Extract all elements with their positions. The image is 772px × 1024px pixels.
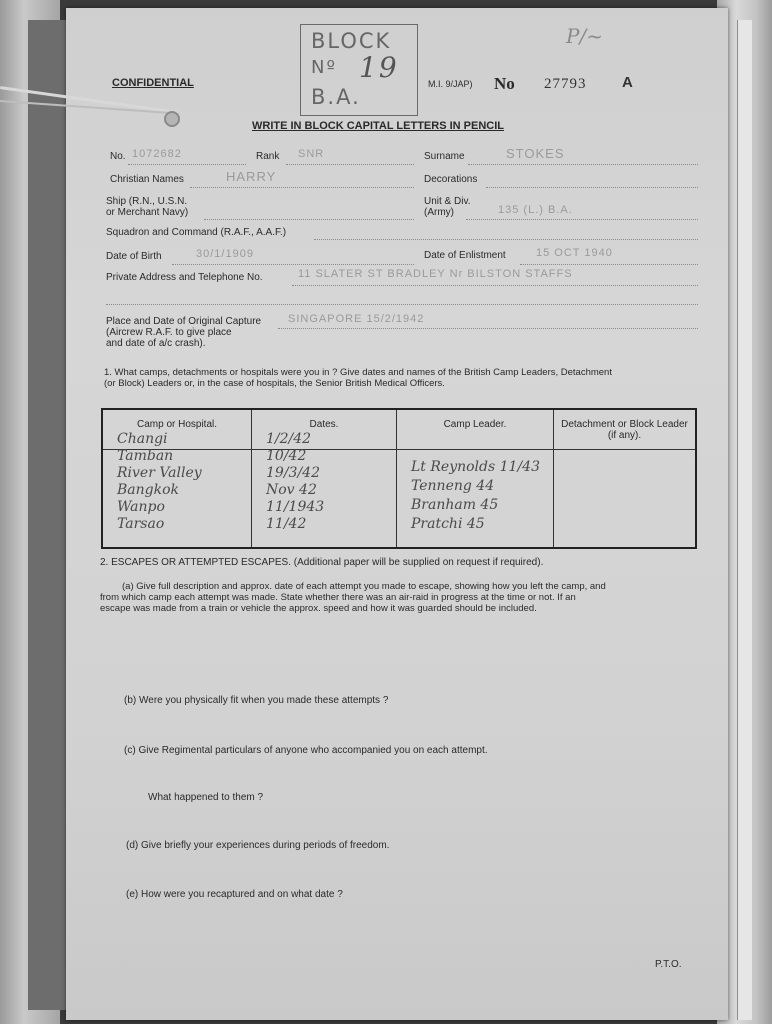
form-reference: M.I. 9/JAP) [428, 79, 473, 89]
no-label: No. [110, 151, 126, 162]
unit-label-2: (Army) [424, 207, 454, 218]
number-label: No [494, 74, 515, 93]
address-value: 11 SLATER ST BRADLEY Nr BILSTON STAFFS [298, 268, 573, 280]
capture-label-2: (Aircrew R.A.F. to give place [106, 327, 232, 338]
unit-value: 135 (L.) B.A. [498, 204, 573, 216]
form-number: 27793 [544, 76, 587, 92]
question-d: (d) Give briefly your experiences during periods of freedom. [126, 840, 390, 851]
camps-table [101, 408, 697, 549]
date-entry: 1/2/42 [266, 431, 312, 447]
rank-label: Rank [256, 151, 280, 162]
camp-entry: Tarsao [117, 516, 165, 532]
enlistment-value: 15 OCT 1940 [536, 247, 613, 259]
col-dates: Dates. [252, 409, 397, 450]
question-c-followup: What happened to them ? [148, 792, 264, 803]
detachment-cell [554, 450, 697, 549]
leader-entry: Pratchi 45 [411, 516, 485, 532]
stamp-no: Nº [311, 57, 337, 78]
date-entry: 10/42 [266, 448, 307, 464]
question-e: (e) How were you recaptured and on what date ? [126, 889, 343, 900]
date-entry: 11/42 [266, 516, 307, 532]
section1-text-2: (or Block) Leaders or, in the case of hospitals, the Senior British Medical Officers. [104, 378, 445, 389]
date-entry: Nov 42 [266, 482, 317, 498]
stamp-block: BLOCK [311, 29, 392, 53]
ship-label: Ship (R.N., U.S.N. [106, 196, 188, 207]
capture-label-3: and date of a/c crash). [106, 338, 206, 349]
col-leader: Camp Leader. [397, 409, 554, 450]
camp-entry: River Valley [117, 465, 202, 481]
dates-cell [252, 431, 397, 549]
camp-entry: Tamban [117, 448, 174, 464]
leaders-cell [397, 450, 554, 549]
question-b: (b) Were you physically fit when you made these attempts ? [124, 695, 389, 706]
section2-a-line1: (a) Give full description and approx. date of each attempt you made to escape, showing how you left the camp, and [122, 581, 606, 592]
dob-label: Date of Birth [106, 251, 162, 262]
corner-pencil-mark: P/~ [566, 24, 603, 48]
christian-names-value: HARRY [226, 169, 277, 184]
section2-heading: 2. ESCAPES OR ATTEMPTED ESCAPES. (Additional paper will be supplied on request if required). [100, 557, 544, 568]
address-label: Private Address and Telephone No. [106, 272, 263, 283]
surname-label: Surname [424, 151, 465, 162]
camp-entry: Bangkok [117, 482, 180, 498]
page-edge [737, 20, 752, 1020]
leader-entry: Tenneng 44 [411, 478, 495, 494]
section2-a-line3: escape was made from a train or vehicle the approx. speed and how it was guarded should be included. [100, 603, 537, 614]
section2-a-line2: from which camp each attempt was made. State whether there was an air-raid in progress at the time or not. If an [100, 592, 576, 603]
unit-label: Unit & Div. [424, 196, 471, 207]
enlistment-label: Date of Enlistment [424, 250, 506, 261]
leader-entry: Lt Reynolds 11/43 [411, 459, 540, 475]
block-stamp [300, 24, 418, 116]
form-number-suffix: A [622, 74, 633, 91]
dob-value: 30/1/1909 [196, 248, 254, 260]
date-entry: 19/3/42 [266, 465, 320, 481]
ship-label-2: or Merchant Navy) [106, 207, 189, 218]
punch-hole [164, 111, 180, 127]
confidential-label: CONFIDENTIAL [112, 77, 194, 89]
camp-entry: Wanpo [117, 499, 165, 515]
background-shadow [28, 20, 68, 1010]
col-detachment: Detachment or Block Leader (if any). [554, 409, 697, 450]
rank-value: SNR [298, 148, 325, 160]
christian-names-label: Christian Names [110, 174, 184, 185]
instruction-heading: WRITE IN BLOCK CAPITAL LETTERS IN PENCIL [252, 120, 504, 132]
pto-label: P.T.O. [655, 959, 682, 970]
stamp-ba: B.A. [311, 85, 361, 109]
leader-entry: Branham 45 [411, 497, 499, 513]
squadron-label: Squadron and Command (R.A.F., A.A.F.) [106, 227, 287, 238]
capture-value: SINGAPORE 15/2/1942 [288, 313, 425, 325]
col-camp: Camp or Hospital. [102, 409, 252, 450]
form-page [66, 8, 728, 1020]
surname-value: STOKES [506, 146, 565, 161]
camps-cell [102, 431, 252, 549]
question-c: (c) Give Regimental particulars of anyone who accompanied you on each attempt. [124, 745, 488, 756]
stamp-number: 19 [359, 51, 399, 84]
capture-label: Place and Date of Original Capture [106, 316, 262, 327]
decorations-label: Decorations [424, 174, 478, 185]
camp-entry: Changi [117, 431, 168, 447]
section1-text: 1. What camps, detachments or hospitals were you in ? Give dates and names of the British Camp Leaders, Detachment [104, 367, 612, 378]
date-entry: 11/1943 [266, 499, 325, 515]
service-number-value: 1072682 [132, 148, 182, 160]
